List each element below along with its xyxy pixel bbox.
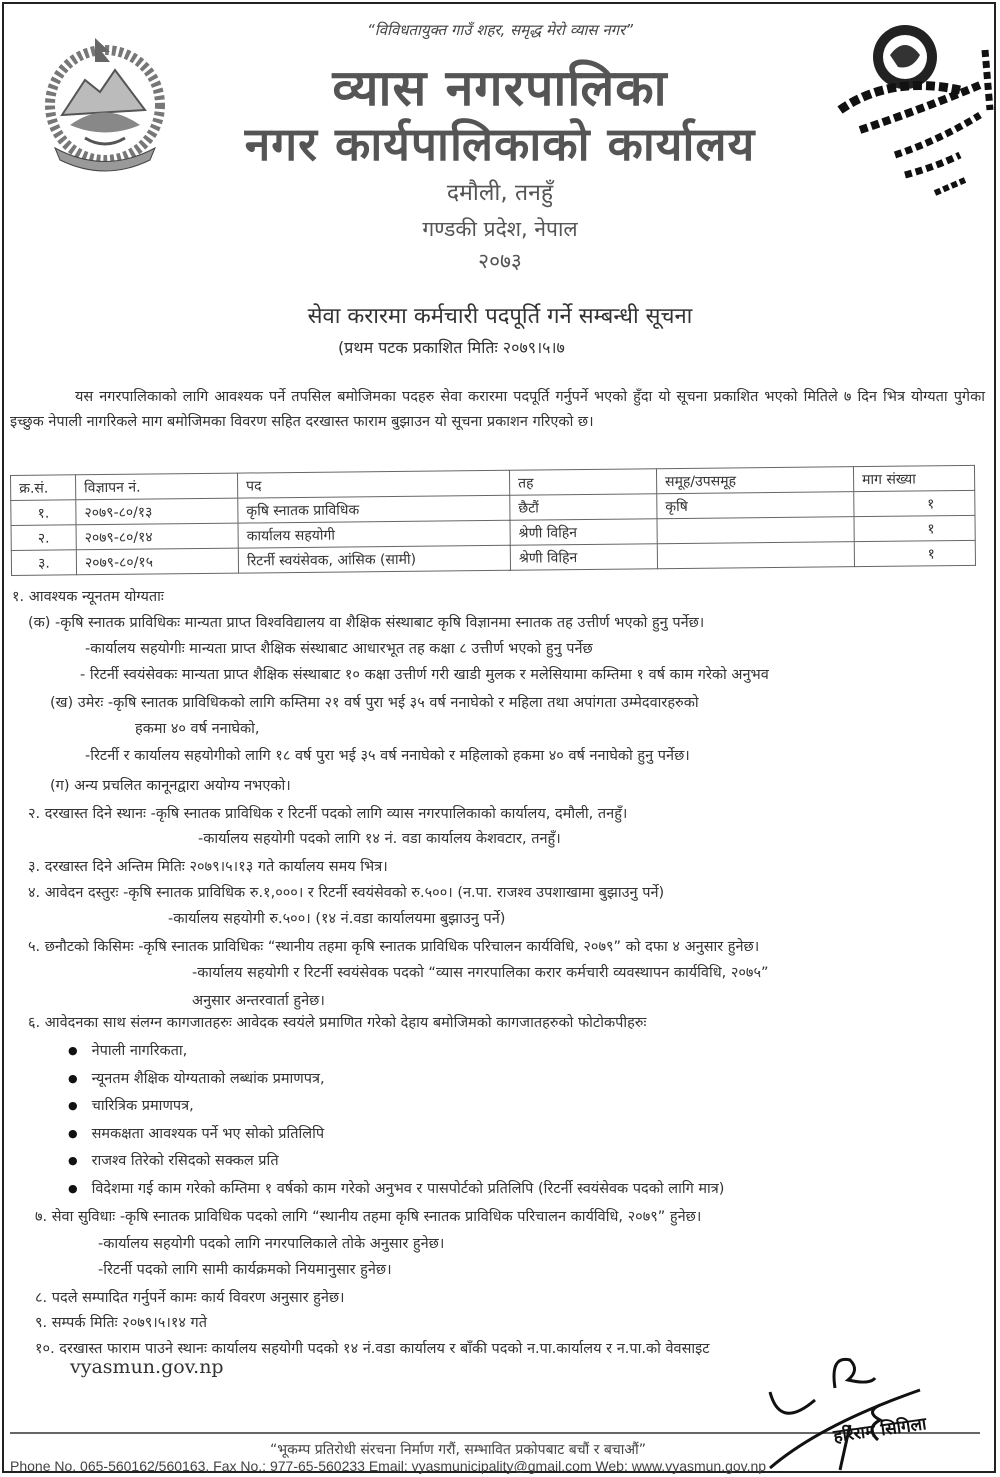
cell-group [657, 517, 854, 544]
section-6-title: ६. आवेदनका साथ संलग्न कागजातहरुः आवेदक स्वयंले प्रमाणित गरेको देहाय बमोजिमको कागजातहरुको फोटोकपीहरुः [28, 1015, 647, 1031]
age-returnee-office: -रिटर्नी र कार्यालय सहयोगीको लागि १८ वर्ष पुरा भई ३५ वर्ष ननाघेको र महिलाको हकमा ४० वर्ष ननाघेको हुनु पर्नेछ। [85, 748, 690, 764]
col-header-ad-no: विज्ञापन नं. [76, 473, 238, 500]
office-stamp-icon [820, 15, 1000, 200]
office-name: नगर कार्यपालिकाको कार्यालय [244, 117, 756, 171]
qualification-agri: (क) -कृषि स्नातक प्राविधिकः मान्यता प्राप्त विश्वविद्यालय वा शैक्षिक संस्थाबाट कृषि विज्ञानमा स्नातक तह उत्तीर्ण भएको हुनु पर्नेछ। [28, 615, 705, 631]
cell-group: कृषि [657, 492, 854, 519]
section-3: ३. दरखास्त दिने अन्तिम मितिः २०७९।५।१३ गते कार्यालय समय भित्र। [28, 859, 388, 875]
section-7-line-2: -कार्यालय सहयोगी पदको लागि नगरपालिकाले तोके अनुसार हुनेछ। [98, 1236, 445, 1252]
cell-level: श्रेणी विहिन [510, 519, 657, 546]
section-5-line-2: -कार्यालय सहयोगी र रिटर्नी स्वयंसेवक पदको “व्यास नगरपालिका करार कर्मचारी व्यवस्थापन कार्यविधि, २०७५” [192, 965, 769, 981]
cell-demand: १ [854, 490, 975, 516]
qualification-returnee: - रिटर्नी स्वयंसेवकः मान्यता प्राप्त शैक्षिक संस्थाबाट १० कक्षा उत्तीर्ण गरी खाडी मुलक र मलेसियामा कम्तिमा १ वर्ष काम गरेको अनुभव [80, 667, 769, 683]
cell-post: कार्यालय सहयोगी [238, 520, 510, 548]
cell-group [657, 542, 854, 569]
footer-quote: “भूकम्प प्रतिरोधी संरचना निर्माण गरौं, सम्भावित प्रकोपबाट बचौं र बचाऔं” [270, 1442, 646, 1458]
cell-demand: १ [854, 540, 975, 566]
cell-ad-no: २०७९-८०/१३ [76, 498, 238, 525]
document-list-item: ● राजश्व तिरेको रसिदको सक्कल प्रति [68, 1150, 279, 1170]
signatory-name: हरिराम सिगिला [832, 1414, 928, 1447]
province: गण्डकी प्रदेश, नेपाल [422, 217, 578, 241]
section-2-line-2: -कार्यालय सहयोगी पदको लागि १४ नं. वडा कार्यालय केशवटार, तनहुँ। [198, 831, 561, 847]
cell-level: छैटौं [510, 494, 657, 521]
footer-contact: Phone No. 065-560162/560163, Fax No.: 977-65-560233 Email: vyasmunicipality@gmail.com Web: www.vyasmun.gov.np [10, 1458, 767, 1474]
cell-ad-no: २०७९-८०/१४ [76, 523, 238, 550]
notice-subtitle: (प्रथम पटक प्रकाशित मितिः २०७९।५।७ [338, 338, 565, 357]
section-8: ८. पदले सम्पादित गर्नुपर्ने कामः कार्य विवरण अनुसार हुनेछ। [35, 1290, 345, 1306]
cell-level: श्रेणी विहिन [510, 544, 657, 571]
motto: “विविधतायुक्त गाउँ शहर, समृद्ध मेरो व्यास नगर” [366, 21, 633, 39]
document-list-item: ● न्यूनतम शैक्षिक योग्यताको लब्धांक प्रमाणपत्र, [68, 1068, 325, 1088]
section-7-line-1: ७. सेवा सुविधाः -कृषि स्नातक प्राविधिक पदको लागि “स्थानीय तहमा कृषि स्नातक प्राविधिक परिचालन कार्यविधि, २०७९” हुनेछ। [35, 1209, 702, 1225]
notice-title: सेवा करारमा कर्मचारी पदपूर्ति गर्ने सम्बन्धी सूचना [307, 304, 693, 329]
section-1-title: १. आवश्यक न्यूनतम योग्यताः [12, 589, 164, 605]
document-list-item: ● समकक्षता आवश्यक पर्ने भए सोको प्रतिलिपि [68, 1123, 324, 1143]
age-agri: (ख) उमेरः -कृषि स्नातक प्राविधिकको लागि कम्तिमा २१ वर्ष पुरा भई ३५ वर्ष ननाघेको र महिला तथा अपांगता उम्मेदवारहरुको [50, 695, 699, 711]
section-4-line-1: ४. आवेदन दस्तुरः -कृषि स्नातक प्राविधिक रु.१,०००। र रिटर्नी स्वयंसेवको रु.५००। (न.पा. राजश्व उपशाखामा बुझाउनु पर्ने) [28, 885, 665, 901]
col-header-demand: माग संख्या [853, 465, 974, 491]
age-agri-women: हकमा ४० वर्ष ननाघेको, [135, 721, 260, 737]
other-eligibility: (ग) अन्य प्रचलित कानूनद्वारा अयोग्य नभएको। [50, 778, 291, 794]
cell-post: रिटर्नी स्वयंसेवक, आंसिक (सामी) [238, 545, 510, 573]
signature-icon [740, 1350, 1000, 1477]
col-header-group: समूह/उपसमूह [656, 467, 853, 494]
posts-table [10, 465, 976, 576]
cell-ad-no: २०७९-८०/१५ [76, 548, 238, 575]
document-list-item: ● चारित्रिक प्रमाणपत्र, [68, 1095, 194, 1115]
section-7-line-3: -रिटर्नी पदको लागि सामी कार्यक्रमको नियमानुसार हुनेछ। [98, 1262, 392, 1278]
qualification-office-assistant: -कार्यालय सहयोगीः मान्यता प्राप्त शैक्षिक संस्थाबाट आधारभूत तह कक्षा ८ उत्तीर्ण भएको हुनु पर्नेछ [85, 641, 593, 657]
document-list-item: ● नेपाली नागरिकता, [68, 1040, 187, 1060]
cell-sn: ३. [11, 550, 76, 576]
cell-sn: २. [11, 525, 76, 551]
section-5-line-3: अनुसार अन्तरवार्ता हुनेछ। [192, 993, 325, 1009]
col-header-sn: क्र.सं. [11, 475, 76, 501]
cell-post: कृषि स्नातक प्राविधिक [238, 495, 510, 523]
location: दमौली, तनहुँ [446, 180, 554, 206]
col-header-post: पद [237, 470, 509, 498]
cell-demand: १ [854, 515, 975, 541]
section-4-line-2: -कार्यालय सहयोगी रु.५००। (१४ नं.वडा कार्यालयमा बुझाउनु पर्ने) [168, 911, 506, 927]
org-name: व्यास नगरपालिका [332, 59, 668, 117]
cell-sn: १. [11, 500, 76, 526]
document-list-item: ● विदेशमा गई काम गरेको कम्तिमा १ वर्षको काम गरेको अनुभव र पासपोर्टको प्रतिलिपि (रिटर्नी स्वयंसेवक पदको लागि मात्र) [68, 1178, 724, 1198]
year: २०७३ [478, 249, 522, 273]
section-5-line-1: ५. छनौटको किसिमः -कृषि स्नातक प्राविधिकः “स्थानीय तहमा कृषि स्नातक प्राविधिक परिचालन कार्यविधि, २०७९” को दफा ४ अनुसार हुनेछ। [28, 939, 760, 955]
website-link[interactable]: vyasmun.gov.np [70, 1356, 224, 1378]
section-10: १०. दरखास्त फाराम पाउने स्थानः कार्यालय सहयोगी पदको १४ नं.वडा कार्यालय र बाँकी पदको न.पा.कार्यालय र न.पा.को वेवसाइट [35, 1341, 710, 1357]
section-2-line-1: २. दरखास्त दिने स्थानः -कृषि स्नातक प्राविधिक र रिटर्नी पदको लागि व्यास नगरपालिकाको कार्यालय, दमौली, तनहुँ। [28, 806, 628, 822]
intro-paragraph: यस नगरपालिकाको लागि आवश्यक पर्ने तपसिल बमोजिमका पदहरु सेवा करारमा पदपूर्ति गर्नुपर्ने भएको हुँदा यो सूचना प्रकाशित भएको मितिले ७ दिन भित्र योग्यता पुगेका इच्छुक नेपाली नागरिकले माग बमोजिमका विवरण सहित दरखास्त फाराम बुझाउन यो सूचना प्रकाशन गरिएको छ। [10, 389, 985, 430]
section-9: ९. सम्पर्क मितिः २०७९।५।१४ गते [35, 1315, 207, 1331]
col-header-level: तह [509, 469, 656, 496]
